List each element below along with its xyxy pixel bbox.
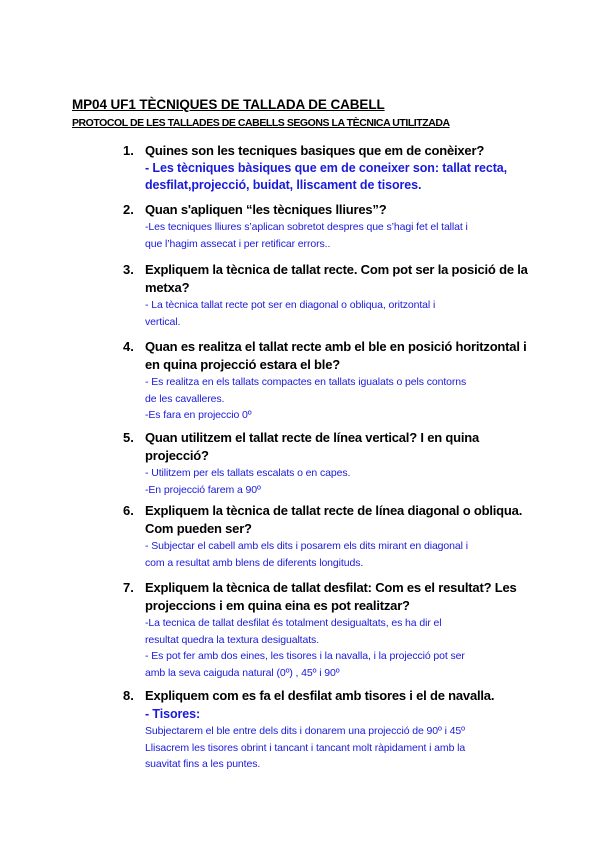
answer-line: vertical. [145,315,181,328]
question-number: 1. [123,143,134,158]
answer [145,705,533,773]
answer-line: - Utilitzem per els tallats escalats o en capes. [145,467,351,479]
answer-line: -En projecció farem a 90º [145,483,261,496]
answer-line: que l’hagim assecat i per retificar errors.. [145,237,331,250]
answer-line: -La tecnica de tallat desfilat és totalment desigualtats, es ha dir el [145,617,442,629]
answer-line: com a resultat amb blens de diferents longituds. [145,556,364,569]
answer-line: resultat quedra la textura desigualtats. [145,633,320,646]
answer [145,219,533,252]
answer-line: - La tècnica tallat recte pot ser en diagonal o obliqua, oritzontal i [145,299,436,311]
question-4 [123,338,533,424]
answer-line: amb la seva caiguda natural (0º) , 45º i 90º [145,666,340,679]
question-6 [123,502,533,571]
answer-line: de les cavalleres. [145,392,225,405]
question-5 [123,429,533,498]
question-number: 6. [123,503,134,518]
question-number: 7. [123,580,134,595]
answer-line: -Les tecniques lliures s’aplican sobretot despres que s’hagi fet el tallat i [145,221,468,233]
answer-line: - Subjectar el cabell amb els dits i posarem els dits mirant en diagonal i [145,540,468,552]
question-text: Expliquem com es fa el desfilat amb tisores i el de navalla. [145,688,495,703]
question-7 [123,579,533,681]
question-text: Quan utilitzem el tallat recte de línea vertical? I en quina projecció? [145,430,480,463]
question-text: Expliquem la tècnica de tallat recte. Com pot ser la posició de la metxa? [145,262,528,295]
question-text: Quan es realitza el tallat recte amb el ble en posició horitzontal i en quina projecció estara el ble? [145,339,527,372]
answer-line: -Es fara en projeccio 0º [145,409,252,421]
answer [145,297,533,330]
question-number: 5. [123,430,134,445]
question-number: 4. [123,339,134,354]
answer-line: suavitat fins a les puntes. [145,758,261,770]
question-number: 8. [123,688,134,703]
document-title: MP04 UF1 TÈCNIQUES DE TALLADA DE CABELL [72,97,385,112]
answer-subheading: - Tisores: [145,707,201,721]
question-3 [123,261,533,330]
question-2 [123,201,533,252]
answer [145,160,533,194]
answer [145,538,533,571]
answer [145,615,533,681]
question-1 [123,142,533,194]
question-text: Quan s'apliquen “les tècniques lliures”? [145,202,387,217]
answer-line: - Les tècniques bàsiques que em de coneixer son: tallat recta, [145,161,507,175]
question-number: 3. [123,262,134,277]
question-text: Expliquem la tècnica de tallat recte de línea diagonal o obliqua. Com pueden ser? [145,503,523,536]
answer [145,465,533,498]
document-subtitle: PROTOCOL DE LES TALLADES DE CABELLS SEGONS LA TÈCNICA UTILITZADA [72,117,450,129]
answer-line: desfilat,projecció, buidat, lliscament de tisores. [145,178,422,192]
answer-line: Subjectarem el ble entre dels dits i donarem una projecció de 90º i 45º [145,725,465,737]
question-text: Quines son les tecniques basiques que em de conèixer? [145,143,485,158]
answer [145,374,533,424]
question-text: Expliquem la tècnica de tallat desfilat: Com es el resultat? Les projeccions i em quina eina es pot realitzar? [145,580,517,613]
question-number: 2. [123,202,134,217]
question-8 [123,687,533,773]
answer-line: - Es realitza en els tallats compactes en tallats igualats o pels contorns [145,376,467,388]
answer-line: - Es pot fer amb dos eines, les tisores i la navalla, i la projecció pot ser [145,650,465,662]
answer-line: Llisacrem les tisores obrint i tancant i tancant molt ràpidament i amb la [145,741,466,754]
